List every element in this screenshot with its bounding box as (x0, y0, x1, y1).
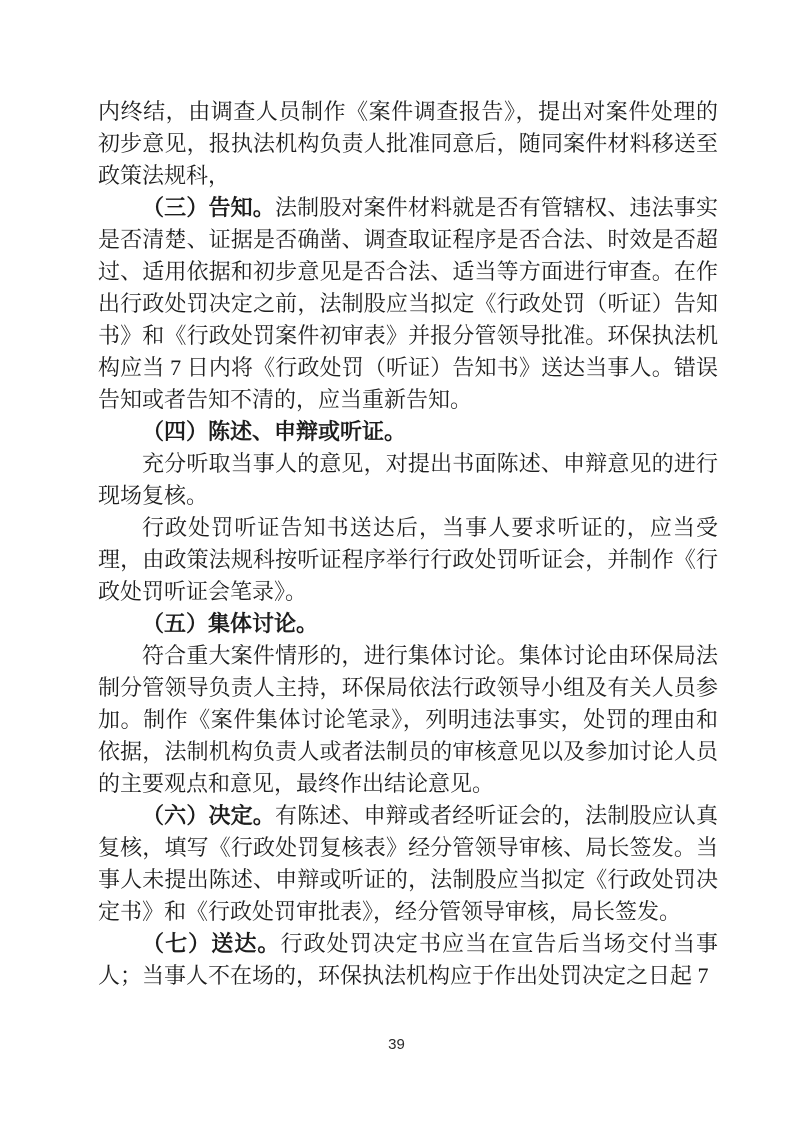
paragraph (98, 416, 718, 448)
paragraph-lead-bold: （五）集体讨论。 (142, 611, 319, 636)
paragraph (98, 800, 718, 928)
paragraph-text: 内终结，由调查人员制作《案件调查报告》，提出对案件处理的初步意见，报执法机构负责人批准同意后，随同案件材料移送至政策法规科， (98, 99, 718, 188)
paragraph (98, 608, 718, 640)
paragraph (98, 512, 718, 608)
paragraph (98, 928, 718, 992)
paragraph-text: 充分听取当事人的意见，对提出书面陈述、申辩意见的进行现场复核。 (98, 451, 718, 508)
paragraph (98, 192, 718, 416)
paragraph-text: 有陈述、申辩或者经听证会的，法制股应认真复核，填写《行政处罚复核表》经分管领导审核、局长签发。当事人未提出陈述、申辩或听证的，法制股应当拟定《行政处罚决定书》和《行政处罚审批表》，经分管领导审核，局长签发。 (98, 803, 718, 924)
paragraph-text: 符合重大案件情形的，进行集体讨论。集体讨论由环保局法制分管领导负责人主持，环保局依法行政领导小组及有关人员参加。制作《案件集体讨论笔录》，列明违法事实，处罚的理由和依据，法制机构负责人或者法制员的审核意见以及参加讨论人员的主要观点和意见，最终作出结论意见。 (98, 643, 718, 796)
paragraph-lead-bold: （三）告知。 (142, 195, 275, 220)
paragraph (98, 640, 718, 800)
paragraph-lead-bold: （七）送达。 (142, 931, 281, 956)
document-body (98, 96, 718, 992)
paragraph (98, 448, 718, 512)
paragraph (98, 96, 718, 192)
page-number: 39 (388, 1036, 405, 1053)
paragraph-text: 行政处罚听证告知书送达后，当事人要求听证的，应当受理，由政策法规科按听证程序举行行政处罚听证会，并制作《行政处罚听证会笔录》。 (98, 515, 718, 604)
paragraph-text: 行政处罚决定书应当在宣告后当场交付当事人；当事人不在场的，环保执法机构应于作出处罚决定之日起 7 (98, 931, 718, 988)
paragraph-text: 法制股对案件材料就是否有管辖权、违法事实是否清楚、证据是否确凿、调查取证程序是否合法、时效是否超过、适用依据和初步意见是否合法、适当等方面进行审查。在作出行政处罚决定之前，法制股应当拟定《行政处罚（听证）告知书》和《行政处罚案件初审表》并报分管领导批准。环保执法机构应当 7 日内将《行政处罚（听证）告知书》送达当事人。错误告知或者告知不清的，应当重新告知。 (98, 195, 718, 412)
paragraph-lead-bold: （四）陈述、申辩或听证。 (142, 419, 407, 444)
paragraph-lead-bold: （六）决定。 (142, 803, 275, 828)
